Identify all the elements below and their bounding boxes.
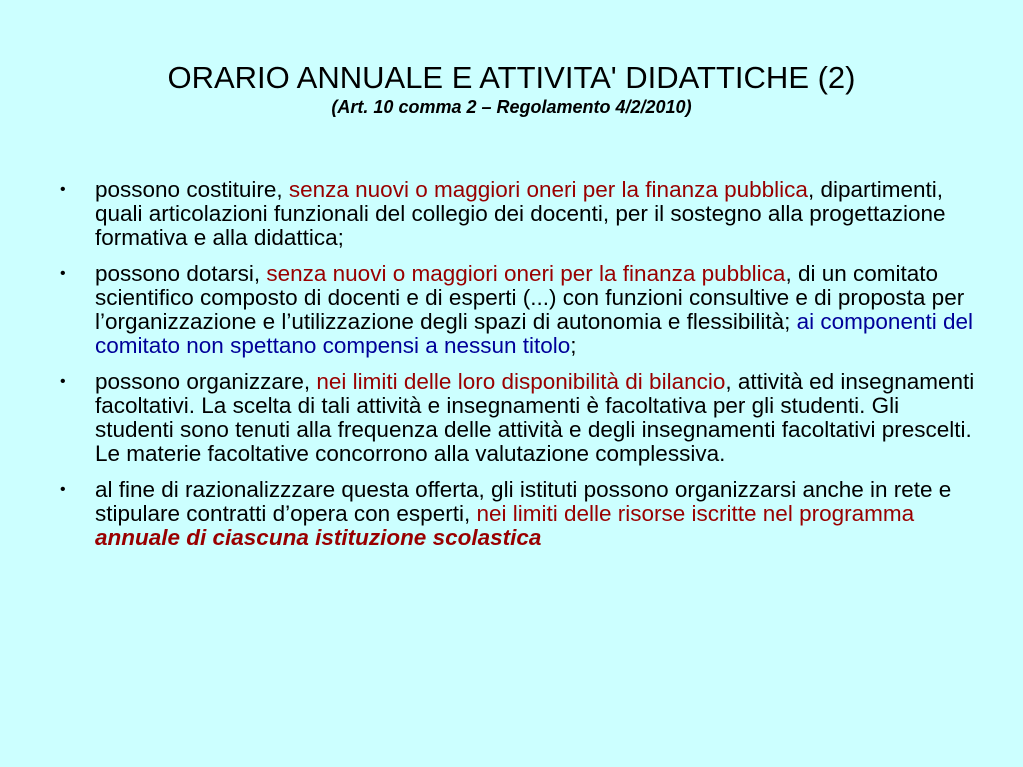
item-2-rest: , di un comitato scientifico composto di docenti e di esperti (...) con funzioni consultive e di proposta per l’organizzazione e l’utilizzazione degli spazi di autonomia e flessibilità; [95, 261, 965, 334]
item-2-blue-note: ai componenti del comitato non spettano compensi a nessun titolo [95, 309, 974, 358]
bullet-item-4 [60, 478, 980, 550]
bullet-item-3 [60, 370, 980, 466]
item-1-text: possono costituire, [95, 177, 289, 202]
bullet-dot-icon: • [60, 265, 66, 282]
item-3-text: possono organizzare, [95, 369, 317, 394]
item-1-highlight: senza nuovi o maggiori oneri per la finanza pubblica [288, 177, 808, 202]
bullet-dot-icon: • [60, 373, 66, 390]
item-2-text: possono dotarsi, [95, 261, 267, 286]
bullet-dot-icon: • [60, 481, 66, 498]
bullet-dot-icon: • [60, 181, 66, 198]
slide-subtitle: (Art. 10 comma 2 – Regolamento 4/2/2010) [331, 97, 692, 117]
item-3-rest: , attività ed insegnamenti facoltativi. La scelta di tali attività e insegnamenti è facoltativa per gli studenti. Gli studenti sono tenuti alla frequenza delle attività e degli insegnamenti facoltativi prescelti. Le materie facoltative concorrono alla valutazione complessiva. [95, 369, 975, 466]
item-2-highlight: senza nuovi o maggiori oneri per la finanza pubblica [266, 261, 786, 286]
bullet-list [60, 178, 980, 562]
item-4-text: al fine di razionalizzzare questa offerta, gli istituti possono organizzarsi anche in rete e stipulare contratti d’opera con esperti, [95, 477, 952, 526]
item-2-end: ; [570, 333, 577, 358]
item-4-highlight: nei limiti delle risorse iscritte nel programma [476, 501, 915, 526]
item-4-emphasis: annuale di ciascuna istituzione scolastica [95, 525, 542, 550]
item-3-highlight: nei limiti delle loro disponibilità di bilancio [316, 369, 726, 394]
item-1-rest: , dipartimenti, quali articolazioni funzionali del collegio dei docenti, per il sostegno alla progettazione formativa e alla didattica; [95, 177, 946, 250]
bullet-item-2 [60, 262, 980, 358]
slide-title: ORARIO ANNUALE E ATTIVITA' DIDATTICHE (2) [167, 60, 856, 95]
bullet-item-1 [60, 178, 980, 250]
